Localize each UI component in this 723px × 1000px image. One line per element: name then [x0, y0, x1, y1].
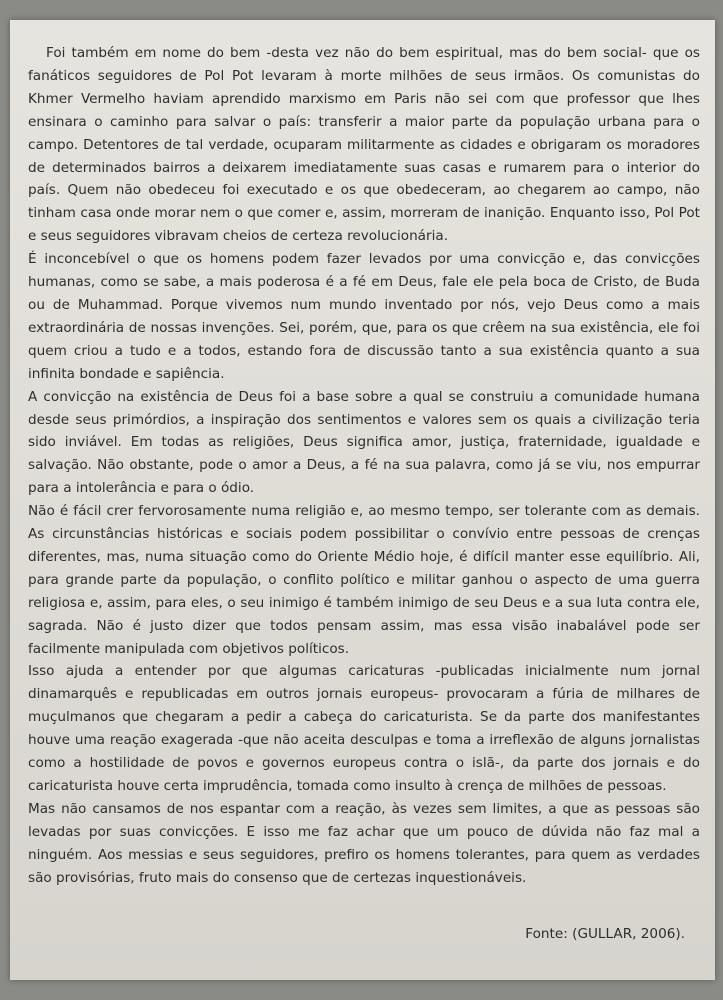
paragraph-6: Mas não cansamos de nos espantar com a reação, às vezes sem limites, a que as pessoas são levadas por suas convicções. E isso me faz achar que um pouco de dúvida não faz mal a ninguém. Aos messias e seus seguidores, prefiro os homens tolerantes, para quem as verdades são provisórias, fruto mais do consenso que de certezas inquestionáveis.	[28, 800, 700, 886]
source-citation: Fonte: (GULLAR, 2006).	[525, 926, 685, 942]
paragraph-2: É inconcebível o que os homens podem fazer levados por uma convicção e, das convicções humanas, como se sabe, a mais poderosa é a fé em Deus, fale ele pela boca de Cristo, de Buda ou de Muhammad. Porque vivemos num mundo inventado por nós, vejo Deus como a mais extraordinária de nossas invenções. Sei, porém, que, para os que crêem na sua existência, ele foi quem criou a tudo e a todos, estando fora de discussão tanto a sua existência quanto a sua infinita bondade e sapiência.	[28, 251, 700, 382]
paragraph-1: Foi também em nome do bem -desta vez não do bem espiritual, mas do bem social- que os fanáticos seguidores de Pol Pot levaram à morte milhões de seus irmãos. Os comunistas do Khmer Vermelho haviam aprendido marxismo em Paris não sei com que professor que lhes ensinara o caminho para salvar o país: transferir a maior parte da população urbana para o campo. Detentores de tal verdade, ocuparam militarmente as cidades e obrigaram os moradores de determinados bairros a deixarem imediatamente suas casas e rumarem para o interior do país. Quem não obedeceu foi executado e os que obedeceram, ao chegarem ao campo, não tinham casa onde morar nem o que comer e, assim, morreram de inanição. Enquanto isso, Pol Pot e seus seguidores vibravam cheios de certeza revolucionária.	[28, 45, 700, 245]
paragraph-3: A convicção na existência de Deus foi a base sobre a qual se construiu a comunidade humana desde seus primórdios, a inspiração dos sentimentos e valores sem os quais a civilização teria sido inviável. Em todas as religiões, Deus significa amor, justiça, fraternidade, igualdade e salvação. Não obstante, pode o amor a Deus, a fé na sua palavra, como já se viu, nos empurrar para a intolerância e para o ódio.	[28, 388, 700, 497]
paper-page	[10, 20, 715, 980]
paragraph-4: Não é fácil crer fervorosamente numa religião e, ao mesmo tempo, ser tolerante com as demais. As circunstâncias históricas e sociais podem possibilitar o convívio entre pessoas de crenças diferentes, mas, numa situação como do Oriente Médio hoje, é difícil manter esse equilíbrio. Ali, para grande parte da população, o conflito político e militar ganhou o aspecto de uma guerra religiosa e, assim, para eles, o seu inimigo é também inimigo de seu Deus e a sua luta contra ele, sagrada. Não é justo dizer que todos pensam assim, mas essa visão inabalável pode ser facilmente manipulada com objetivos políticos.	[28, 503, 700, 657]
article-text	[28, 42, 700, 890]
paragraph-5: Isso ajuda a entender por que algumas caricaturas -publicadas inicialmente num jornal dinamarquês e republicadas em outros jornais europeus- provocaram a fúria de milhares de muçulmanos que chegaram a pedir a cabeça do caricaturista. Se da parte dos manifestantes houve uma reação exagerada -que não aceita desculpas e toma a irreflexão de alguns jornalistas como a hostilidade de povos e governos europeus contra o islã-, da parte dos jornais e do caricaturista houve certa imprudência, tomada como insulto à crença de milhões de pessoas.	[28, 663, 700, 794]
